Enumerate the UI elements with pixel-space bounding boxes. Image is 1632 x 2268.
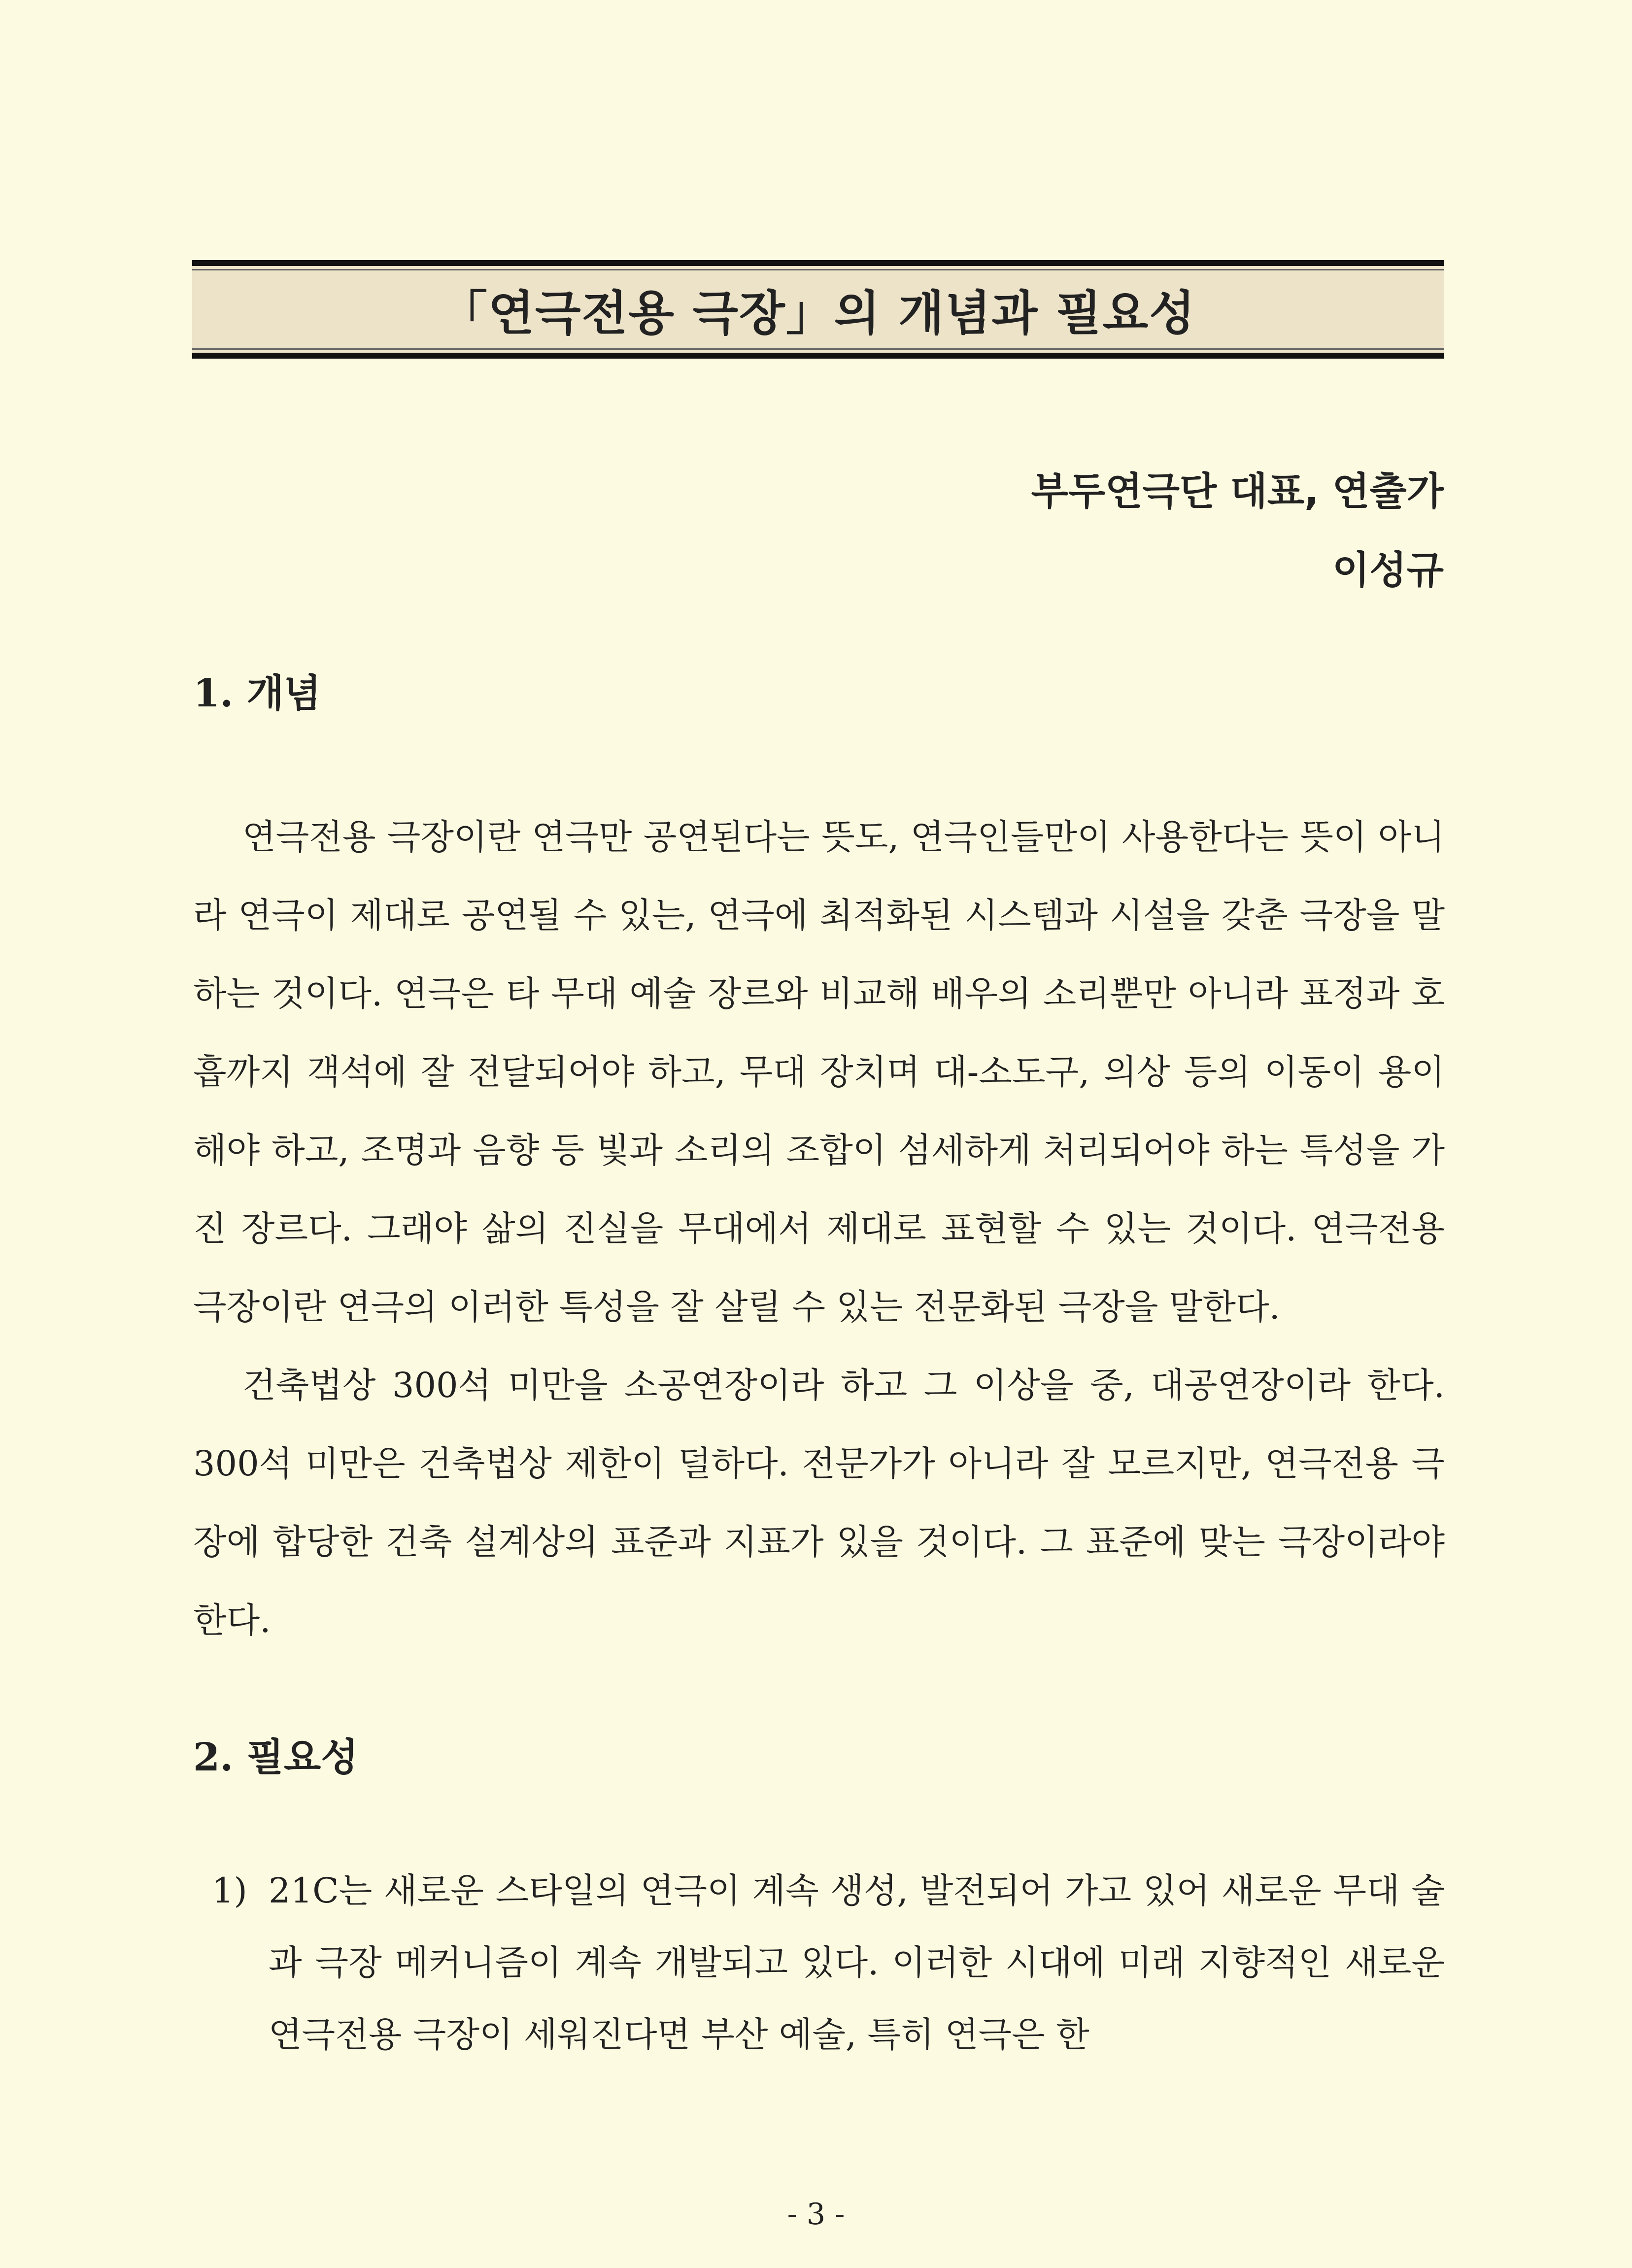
section-heading-concept: 1. 개념 [193,671,321,716]
paragraph: 연극전용 극장이란 연극만 공연된다는 뜻도, 연극인들만이 사용한다는 뜻이 아니라 연극이 제대로 공연될 수 있는, 연극에 최적화된 시스템과 시설을 갖춘 극장을 말하는 것이다. 연극은 타 무대 예술 장르와 비교해 배우의 소리뿐만 아니라 표정과 호흡까지 객석에 잘 전달되어야 하고, 무대 장치며 대-소도구, 의상 등의 이동이 용이해야 하고, 조명과 음향 등 빛과 소리의 조합이 섬세하게 처리되어야 하는 특성을 가진 장르다. 그래야 삶의 진실을 무대에서 제대로 표현할 수 있는 것이다. 연극전용 극장이란 연극의 이러한 특성을 잘 살릴 수 있는 전문화된 극장을 말한다. [193,817,1445,1327]
page-number: - 3 - [787,2197,845,2232]
title-banner [192,260,1444,359]
author-affiliation: 부두연극단 대표, 연출가 [1031,469,1444,514]
list-item [212,1855,1445,2070]
paragraph: 건축법상 300석 미만을 소공연장이라 하고 그 이상을 중, 대공연장이라 한다. 300석 미만은 건축법상 제한이 덜하다. 전문가가 아니라 잘 모르지만, 연극전용 극장에 합당한 건축 설계상의 표준과 지표가 있을 것이다. 그 표준에 맞는 극장이라야 한다. [193,1365,1445,1640]
concept-body [193,798,1445,1660]
author-name: 이성규 [1332,548,1444,593]
list-item-text: 21C는 새로운 스타일의 연극이 계속 생성, 발전되어 가고 있어 새로운 무대 술과 극장 메커니즘이 계속 개발되고 있다. 이러한 시대에 미래 지향적인 새로운 연극전용 극장이 세워진다면 부산 예술, 특히 연극은 한 [269,1870,1445,2055]
section-heading-necessity: 2. 필요성 [193,1735,358,1780]
page-title: 「연극전용 극장」의 개념과 필요성 [440,285,1196,341]
list-item-number: 1) [212,1870,247,1911]
